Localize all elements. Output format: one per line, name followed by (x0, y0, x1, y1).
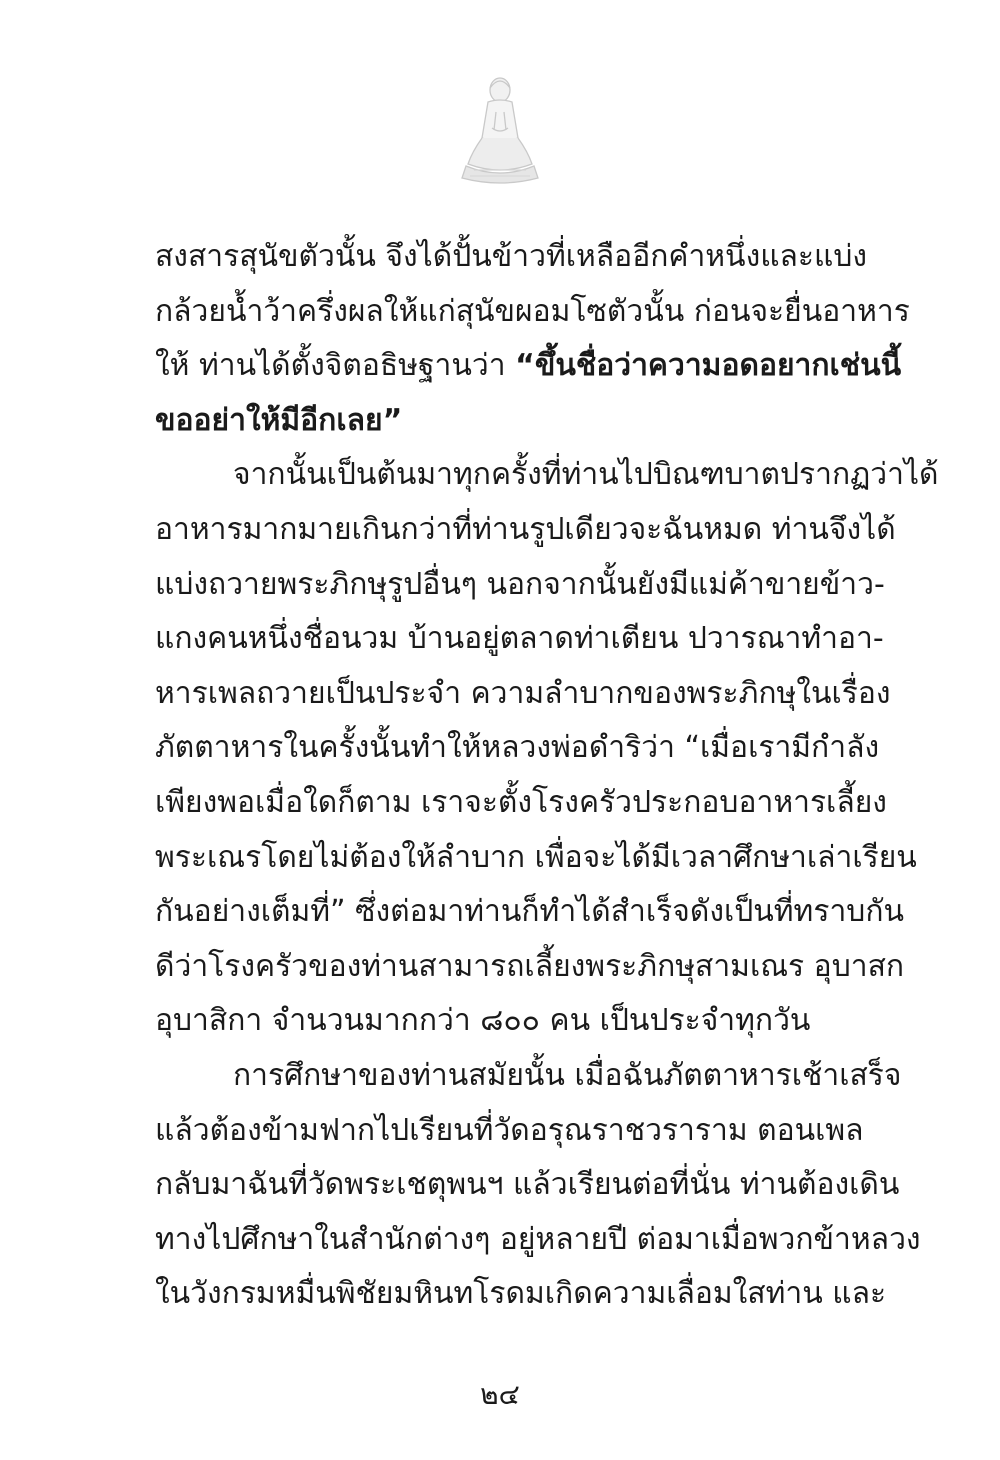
text-line: กลับมาฉันที่วัดพระเชตุพนฯ แล้วเรียนต่อที่นั่น ท่านต้องเดิน (155, 1167, 900, 1203)
paragraph-last-line: อุบาสิกา จำนวนมากกว่า ๘๐๐ คน เป็นประจำทุกวัน (155, 1003, 811, 1039)
text-line: เพียงพอเมื่อใดก็ตาม เราจะตั้งโรงครัวประกอบอาหารเลี้ยง (155, 784, 887, 820)
monk-statue-image (452, 68, 548, 186)
page-number: ๒๔ (480, 1378, 520, 1411)
body-text (155, 230, 939, 1322)
paragraph-first-line: การศึกษาของท่านสมัยนั้น เมื่อฉันภัตตาหารเช้าเสร็จ (233, 1057, 902, 1093)
text-line: อาหารมากมายเกินกว่าที่ท่านรูปเดียวจะฉันหมด ท่านจึงได้ (155, 511, 896, 547)
text-line: ภัตตาหารในครั้งนั้นทำให้หลวงพ่อดำริว่า “เมื่อเรามีกำลัง (155, 730, 880, 766)
text-line: แล้วต้องข้ามฟากไปเรียนที่วัดอรุณราชวราราม ตอนเพล (155, 1112, 864, 1148)
text-line: พระเณรโดยไม่ต้องให้ลำบาก เพื่อจะได้มีเวลาศึกษาเล่าเรียน (155, 839, 917, 875)
text-line: ดีว่าโรงครัวของท่านสามารถเลี้ยงพระภิกษุสามเณร อุบาสก (155, 948, 905, 984)
text-line: ในวังกรมหมื่นพิชัยมหินทโรดมเกิดความเลื่อมใสท่าน และ (155, 1276, 887, 1312)
text-line: แกงคนหนึ่งชื่อนวม บ้านอยู่ตลาดท่าเตียน ปวารณาทำอา- (155, 621, 884, 657)
text-line-with-bold-quote (155, 339, 902, 394)
text-line: ทางไปศึกษาในสำนักต่างๆ อยู่หลายปี ต่อมาเมื่อพวกข้าหลวง (155, 1221, 921, 1257)
bold-quote-text: “ขึ้นชื่อว่าความอดอยากเช่นนี้ (515, 348, 902, 384)
paragraph-first-line: จากนั้นเป็นต้นมาทุกครั้งที่ท่านไปบิณฑบาตปรากฏว่าได้ (233, 457, 939, 493)
text-line: แบ่งถวายพระภิกษุรูปอื่นๆ นอกจากนั้นยังมีแม่ค้าขายข้าว- (155, 566, 885, 602)
text-line: กันอย่างเต็มที่” ซึ่งต่อมาท่านก็ทำได้สำเร็จดังเป็นที่ทราบกัน (155, 894, 905, 930)
bold-quote-text: ขออย่าให้มีอีกเลย” (155, 402, 403, 438)
text-line: หารเพลถวายเป็นประจำ ความลำบากของพระภิกษุในเรื่อง (155, 675, 891, 711)
text-line: กล้วยน้ำว้าครึ่งผลให้แก่สุนัขผอมโซตัวนั้น ก่อนจะยื่นอาหาร (155, 293, 910, 329)
text-segment: ให้ ท่านได้ตั้งจิตอธิษฐานว่า (155, 348, 506, 384)
text-line: สงสารสุนัขตัวนั้น จึงได้ปั้นข้าวที่เหลืออีกคำหนึ่งและแบ่ง (155, 239, 868, 274)
